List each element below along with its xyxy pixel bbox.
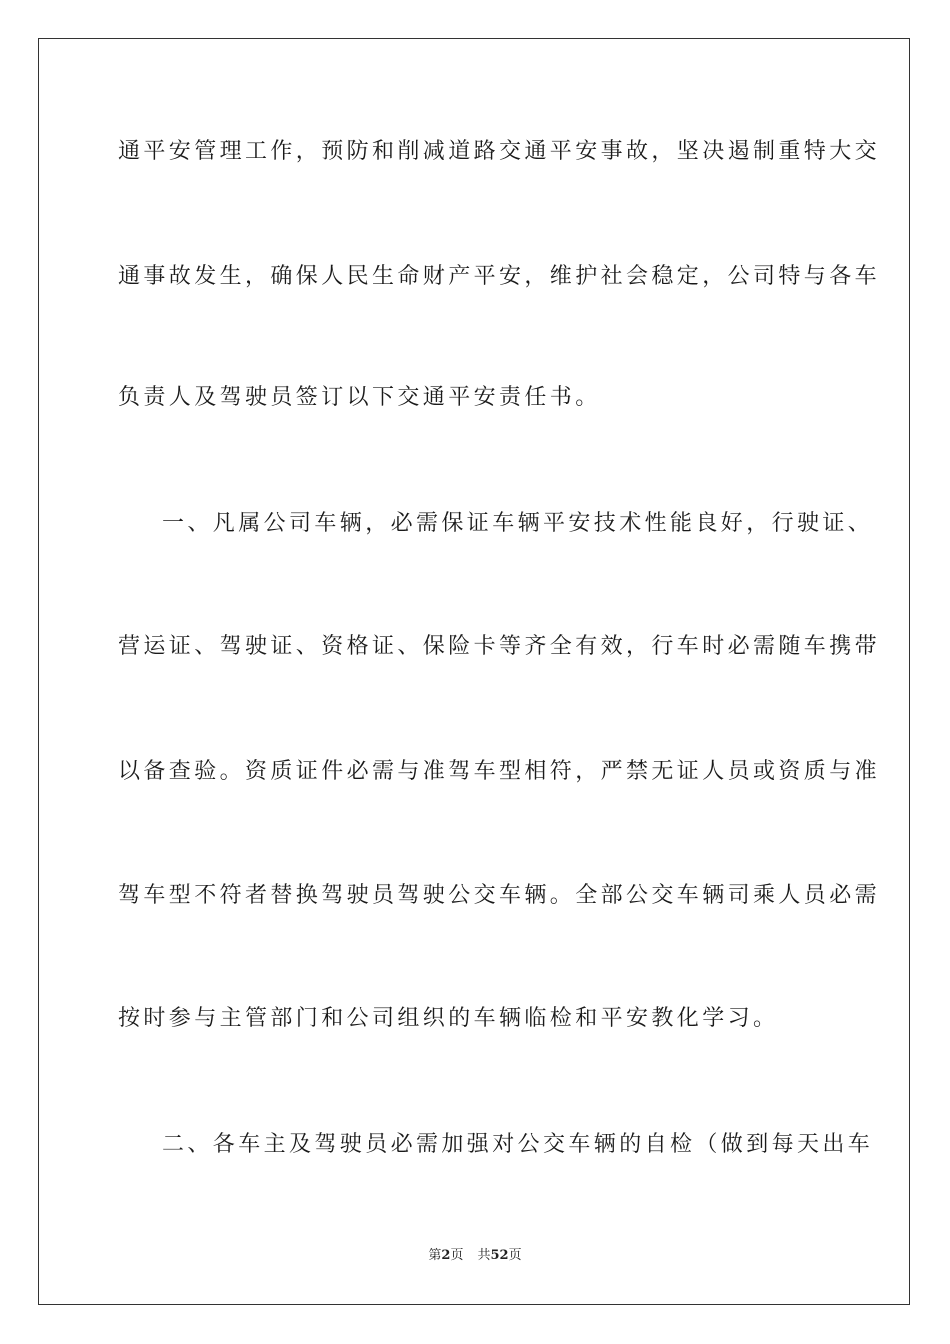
total-pages: 52 xyxy=(490,1248,509,1263)
paragraph-line: 二、各车主及驾驶员必需加强对公交车辆的自检（做到每天出车 xyxy=(162,1132,874,1157)
paragraph-line: 通平安管理工作，预防和削减道路交通平安事故，坚决遏制重特大交 xyxy=(118,139,881,164)
paragraph-line: 按时参与主管部门和公司组织的车辆临检和平安教化学习。 xyxy=(118,1006,779,1031)
paragraph-line: 以备查验。资质证件必需与准驾车型相符，严禁无证人员或资质与准 xyxy=(118,759,881,784)
page-border xyxy=(38,38,910,1305)
paragraph-line: 负责人及驾驶员签订以下交通平安责任书。 xyxy=(118,385,601,410)
page-number: 2 xyxy=(441,1248,451,1263)
paragraph-line: 驾车型不符者替换驾驶员驾驶公交车辆。全部公交车辆司乘人员必需 xyxy=(118,883,881,908)
paragraph-line: 通事故发生，确保人民生命财产平安，维护社会稳定，公司特与各车 xyxy=(118,264,881,289)
page-footer xyxy=(0,1247,950,1265)
paragraph-line: 一、凡属公司车辆，必需保证车辆平安技术性能良好，行驶证、 xyxy=(162,511,874,536)
page-suffix: 页 xyxy=(450,1248,464,1263)
paragraph-line: 营运证、驾驶证、资格证、保险卡等齐全有效，行车时必需随车携带 xyxy=(118,634,881,659)
page-prefix: 第 xyxy=(428,1248,442,1263)
total-prefix: 共 xyxy=(477,1248,491,1263)
total-suffix: 页 xyxy=(508,1248,522,1263)
